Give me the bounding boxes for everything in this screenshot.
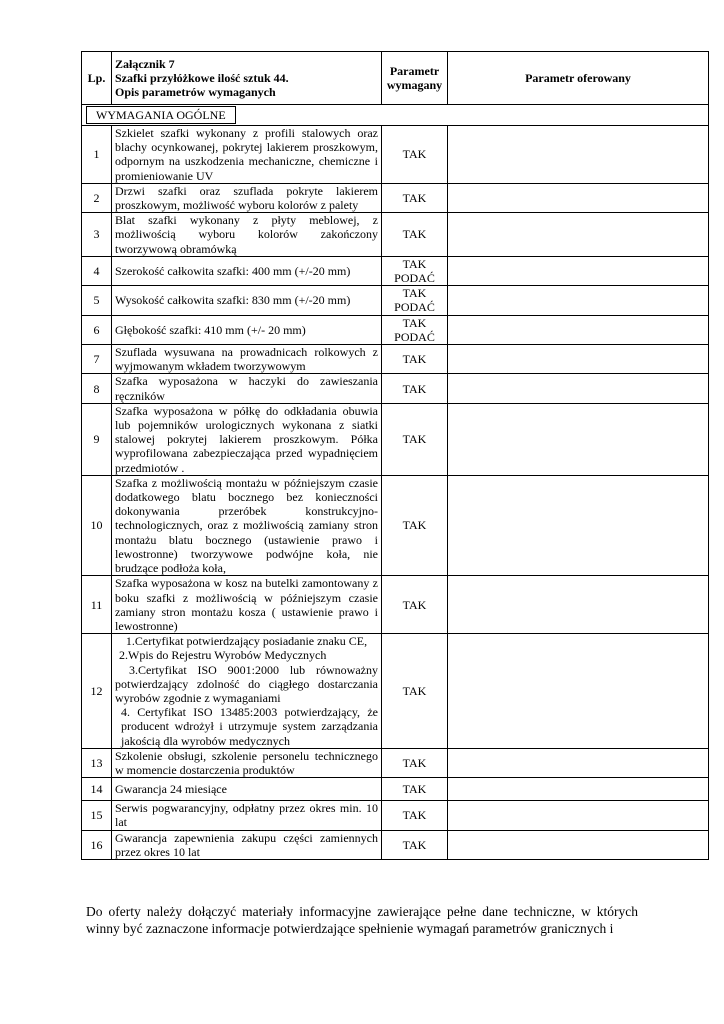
row-required: TAK [382, 634, 448, 749]
row-offered-input[interactable] [448, 374, 709, 403]
row-offered-input[interactable] [448, 126, 709, 184]
row-number: 14 [82, 778, 112, 801]
row-description: Głębokość szafki: 410 mm (+/- 20 mm) [112, 315, 382, 344]
row-offered-input[interactable] [448, 801, 709, 830]
row-offered-input[interactable] [448, 315, 709, 344]
row-number: 2 [82, 183, 112, 212]
row-description: Szkolenie obsługi, szkolenie personelu technicznego w momencie dostarczenia produktów [112, 748, 382, 777]
row-required: TAK PODAĆ [382, 256, 448, 285]
row-offered-input[interactable] [448, 475, 709, 575]
table-row [82, 345, 709, 374]
row-offered-input[interactable] [448, 830, 709, 859]
row-description: Szkielet szafki wykonany z profili stalowych oraz blachy ocynkowanej, pokrytej lakierem proszkowym, odpornym na uszkodzenia mechaniczne, chemiczne i promieniowanie UV [112, 126, 382, 184]
row-number: 15 [82, 801, 112, 830]
row-number: 3 [82, 213, 112, 257]
row-offered-input[interactable] [448, 576, 709, 634]
certificate-item: 1.Certyfikat potwierdzający posiadanie znaku CE, [125, 634, 368, 649]
table-row [82, 748, 709, 777]
table-row [82, 256, 709, 285]
row-number: 1 [82, 126, 112, 184]
certificate-item: 3.Certyfikat ISO 9001:2000 lub równoważny potwierdzający zdolność do ciągłego dostarczania wyrobów zgodnie z wymaganiami [115, 662, 378, 705]
table-row [82, 315, 709, 344]
header-title-line: Załącznik 7 [115, 56, 175, 71]
table-row [82, 778, 709, 801]
certificate-item: 4. Certyfikat ISO 13485:2003 potwierdzający, że producent wdrożył i utrzymuje system zarządzania jakością dla wyrobów medycznych [121, 705, 378, 748]
row-required: TAK [382, 213, 448, 257]
row-required: TAK [382, 748, 448, 777]
row-number: 7 [82, 345, 112, 374]
row-number: 6 [82, 315, 112, 344]
row-description [112, 634, 382, 749]
row-offered-input[interactable] [448, 748, 709, 777]
row-description: Gwarancja zapewnienia zakupu części zamiennych przez okres 10 lat [112, 830, 382, 859]
row-number: 10 [82, 475, 112, 575]
header-lp: Lp. [82, 52, 112, 105]
header-offered: Parametr oferowany [448, 52, 709, 105]
row-required: TAK PODAĆ [382, 286, 448, 315]
requirements-table [81, 51, 709, 860]
header-required: Parametr wymagany [382, 52, 448, 105]
row-offered-input[interactable] [448, 213, 709, 257]
table-row [82, 475, 709, 575]
row-number: 13 [82, 748, 112, 777]
row-offered-input[interactable] [448, 778, 709, 801]
row-description: Szafka wyposażona w haczyki do zawieszania ręczników [112, 374, 382, 403]
section-label: WYMAGANIA OGÓLNE [86, 106, 236, 124]
row-required: TAK [382, 345, 448, 374]
table-row [82, 126, 709, 184]
row-required: TAK [382, 475, 448, 575]
table-row [82, 634, 709, 749]
footer-note: Do oferty należy dołączyć materiały informacyjne zawierające pełne dane techniczne, w których winny być zaznaczone informacje potwierdzające spełnienie wymagań parametrów granicznych i [86, 904, 638, 936]
table-row [82, 830, 709, 859]
row-required: TAK [382, 778, 448, 801]
row-description: Szafka z możliwością montażu w późniejszym czasie dodatkowego blatu bocznego bez konieczności dokonywania przeróbek konstrukcyjno-technologicznych, oraz z możliwością zamiany stron montażu blatu bocznego (ustawienie prawo i lewostronne) tworzywowe podwójne koła, nie brudzące podłoża koła, [112, 475, 382, 575]
row-required: TAK PODAĆ [382, 315, 448, 344]
row-required: TAK [382, 403, 448, 475]
table-row [82, 286, 709, 315]
row-description: Serwis pogwarancyjny, odpłatny przez okres min. 10 lat [112, 801, 382, 830]
table-row [82, 213, 709, 257]
table-row [82, 801, 709, 830]
row-description: Gwarancja 24 miesiące [112, 778, 382, 801]
row-number: 9 [82, 403, 112, 475]
header-title-line: Opis parametrów wymaganych [115, 85, 276, 100]
row-required: TAK [382, 801, 448, 830]
row-number: 5 [82, 286, 112, 315]
row-offered-input[interactable] [448, 256, 709, 285]
header-title-line: Szafki przyłóżkowe ilość sztuk 44. [115, 70, 289, 85]
row-offered-input[interactable] [448, 403, 709, 475]
row-description: Szafka wyposażona w kosz na butelki zamontowany z boku szafki z możliwością w późniejszym czasie zamiany stron montażu kosza ( ustawienie prawo i lewostronne) [112, 576, 382, 634]
row-required: TAK [382, 576, 448, 634]
row-offered-input[interactable] [448, 345, 709, 374]
row-description: Blat szafki wykonany z płyty meblowej, z możliwością wyboru kolorów zakończony tworzywową obramówką [112, 213, 382, 257]
row-required: TAK [382, 374, 448, 403]
row-offered-input[interactable] [448, 183, 709, 212]
table-row [82, 403, 709, 475]
row-description: Szerokość całkowita szafki: 400 mm (+/-20 mm) [112, 256, 382, 285]
row-required: TAK [382, 830, 448, 859]
row-required: TAK [382, 126, 448, 184]
table-header-row [82, 52, 709, 105]
table-row [82, 576, 709, 634]
row-description: Szafka wyposażona w półkę do odkładania obuwia lub pojemników urologicznych wykonana z siatki stalowej pokrytej lakierem proszkowym. Półka wyprofilowana zabezpieczająca przed wypadnięciem przedmiotów . [112, 403, 382, 475]
row-description: Drzwi szafki oraz szuflada pokryte lakierem proszkowym, możliwość wyboru kolorów z palety [112, 183, 382, 212]
table-row [82, 183, 709, 212]
row-offered-input[interactable] [448, 286, 709, 315]
row-number: 4 [82, 256, 112, 285]
row-number: 12 [82, 634, 112, 749]
row-description: Szuflada wysuwana na prowadnicach rolkowych z wyjmowanym wkładem tworzywowym [112, 345, 382, 374]
certificate-item: 2.Wpis do Rejestru Wyrobów Medycznych [119, 648, 327, 663]
section-row [82, 105, 709, 126]
row-offered-input[interactable] [448, 634, 709, 749]
row-required: TAK [382, 183, 448, 212]
table-row [82, 374, 709, 403]
row-number: 16 [82, 830, 112, 859]
row-number: 11 [82, 576, 112, 634]
header-title [112, 52, 382, 105]
row-number: 8 [82, 374, 112, 403]
row-description: Wysokość całkowita szafki: 830 mm (+/-20 mm) [112, 286, 382, 315]
